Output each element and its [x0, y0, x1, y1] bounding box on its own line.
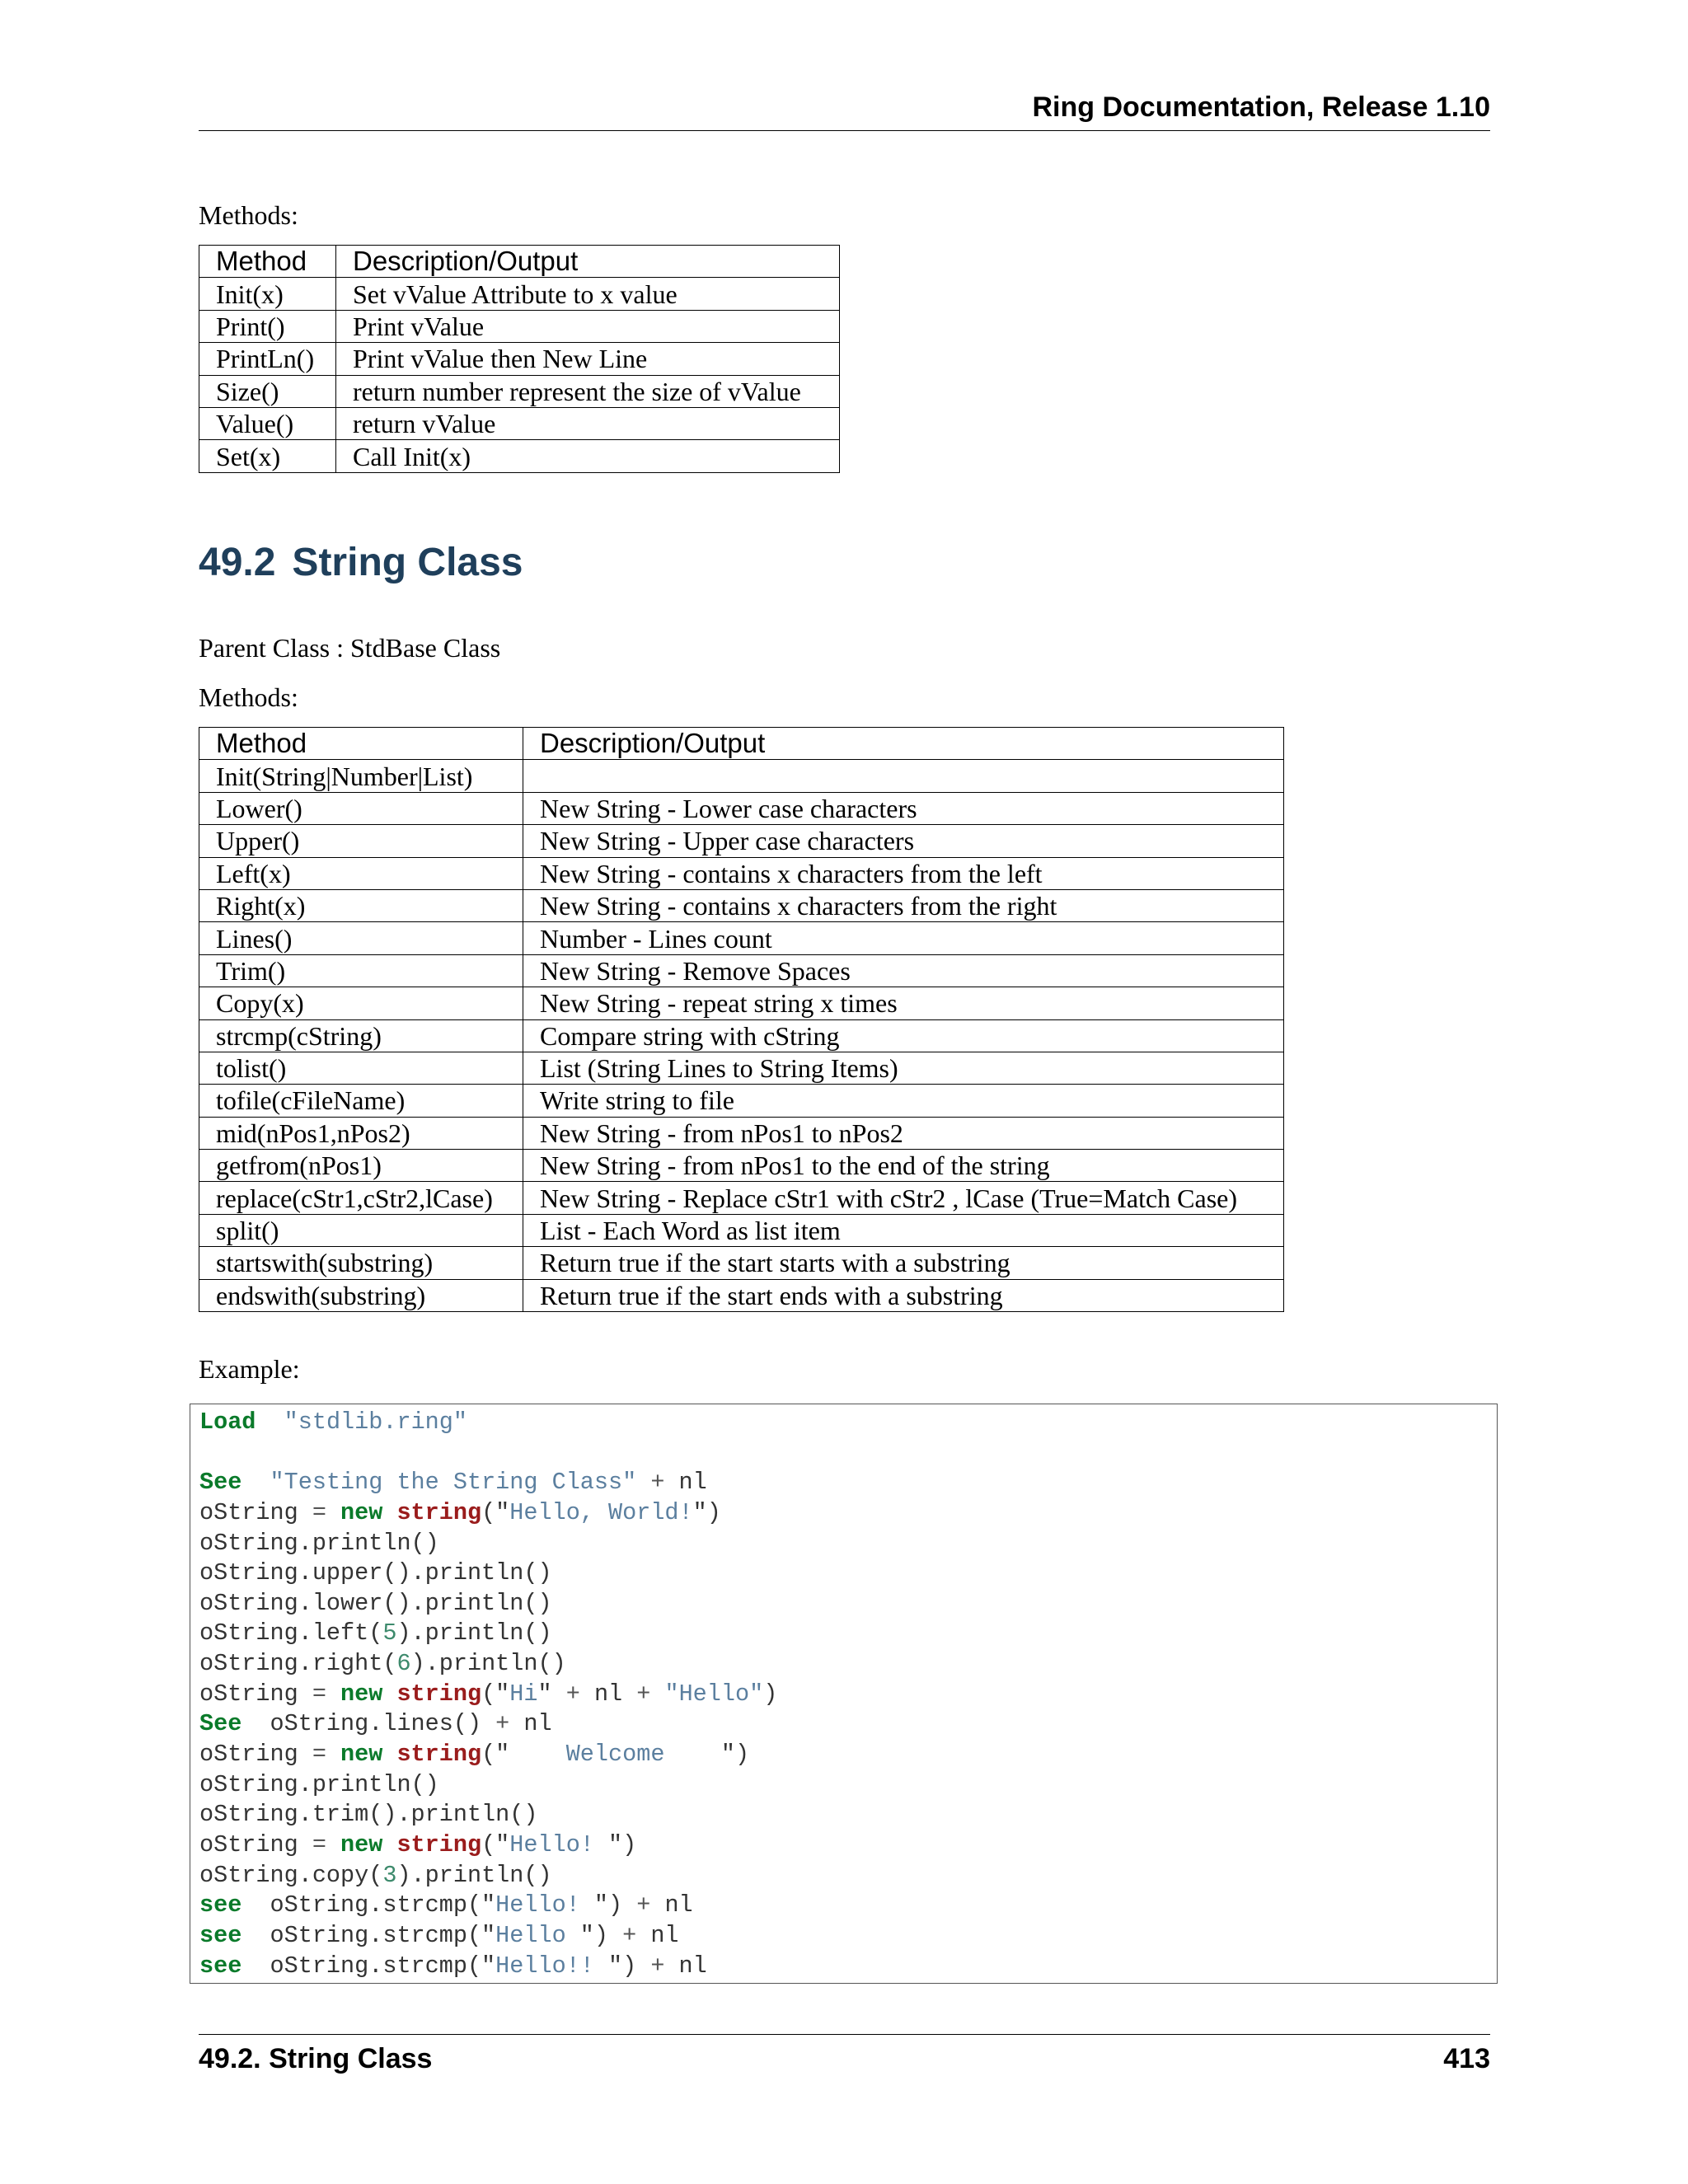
description-cell: Number - Lines count [523, 922, 1284, 954]
description-cell [523, 760, 1284, 792]
code-token: + [622, 1680, 665, 1708]
table-row [199, 1019, 1284, 1052]
code-token: Welcome [509, 1741, 721, 1769]
description-cell: Return true if the start starts with a substring [523, 1247, 1284, 1279]
table-row [199, 343, 840, 375]
code-token: ") [720, 1741, 750, 1769]
footer-section: 49.2. String Class [199, 2043, 433, 2074]
description-cell: Call Init(x) [336, 440, 840, 472]
code-token: ") [579, 1921, 609, 1949]
description-cell: Compare string with cString [523, 1019, 1284, 1052]
table-row [199, 1247, 1284, 1279]
code-token: + [608, 1921, 651, 1949]
code-token: oString.strcmp(" [241, 1952, 496, 1980]
method-cell: Trim() [199, 954, 523, 987]
code-token: string [396, 1830, 482, 1858]
method-cell: mid(nPos1,nPos2) [199, 1117, 523, 1149]
code-token: new [326, 1741, 397, 1769]
code-token: nl [678, 1952, 707, 1980]
code-token: oString [199, 1498, 312, 1526]
table-row [199, 987, 1284, 1019]
table-row [199, 922, 1284, 954]
code-token: oString.lower().println() [199, 1589, 552, 1617]
code-token: (" [481, 1680, 510, 1708]
method-cell: replace(cStr1,cStr2,lCase) [199, 1182, 523, 1214]
code-token: + [481, 1710, 524, 1738]
code-token: 6 [396, 1650, 411, 1678]
method-cell: Lines() [199, 922, 523, 954]
code-line [199, 1589, 1497, 1619]
table-row [199, 407, 840, 439]
method-cell: Upper() [199, 825, 523, 857]
code-line [199, 1740, 1497, 1770]
code-token: nl [593, 1680, 623, 1708]
code-token: oString.lines() [241, 1710, 482, 1738]
description-cell: New String - contains x characters from the left [523, 857, 1284, 889]
code-line [199, 1921, 1497, 1952]
method-cell: strcmp(cString) [199, 1019, 523, 1052]
code-token: + [622, 1891, 665, 1919]
header-description: Description/Output [336, 246, 840, 278]
table-row [199, 1052, 1284, 1084]
method-cell: tolist() [199, 1052, 523, 1084]
table-row [199, 825, 1284, 857]
code-token: "stdlib.ring" [284, 1408, 467, 1436]
example-label: Example: [199, 1354, 300, 1384]
description-cell: Print vValue then New Line [336, 343, 840, 375]
code-token [256, 1408, 284, 1436]
code-token: ") [593, 1891, 623, 1919]
code-token: (" [481, 1498, 510, 1526]
method-cell: Init(x) [199, 278, 336, 310]
description-cell: return vValue [336, 407, 840, 439]
table-row [199, 375, 840, 407]
code-token: + [551, 1680, 594, 1708]
description-cell: return number represent the size of vValue [336, 375, 840, 407]
code-token: nl [523, 1710, 552, 1738]
code-token: 5 [382, 1619, 397, 1647]
table-row [199, 1182, 1284, 1214]
description-cell: Set vValue Attribute to x value [336, 278, 840, 310]
description-cell: Return true if the start ends with a substring [523, 1279, 1284, 1311]
code-token: 3 [382, 1861, 397, 1889]
code-token: see [199, 1952, 242, 1980]
code-line [199, 1861, 1497, 1891]
method-cell: startswith(substring) [199, 1247, 523, 1279]
method-cell: Set(x) [199, 440, 336, 472]
code-token [241, 1469, 270, 1496]
table-row [199, 792, 1284, 824]
description-cell: Print vValue [336, 310, 840, 342]
code-token: Hello!! [495, 1952, 608, 1980]
method-cell: Value() [199, 407, 336, 439]
code-line [199, 1558, 1497, 1589]
code-token: new [326, 1680, 397, 1708]
code-token: string [396, 1741, 482, 1769]
code-line [199, 1498, 1497, 1529]
code-line [199, 1891, 1497, 1921]
method-cell: Print() [199, 310, 336, 342]
code-line [199, 1830, 1497, 1861]
method-cell: endswith(substring) [199, 1279, 523, 1311]
code-line [199, 1952, 1497, 1982]
code-token: string [396, 1498, 482, 1526]
code-token: Hi [509, 1680, 538, 1708]
parent-class-text: Parent Class : StdBase Class [199, 633, 501, 663]
code-example-block [190, 1404, 1498, 1984]
table-row [199, 1150, 1284, 1182]
description-cell: Write string to file [523, 1085, 1284, 1117]
description-cell: New String - Remove Spaces [523, 954, 1284, 987]
code-token: = [312, 1680, 326, 1708]
code-token: Hello, World! [509, 1498, 693, 1526]
code-token: = [312, 1830, 326, 1858]
code-token: oString.right( [199, 1650, 397, 1678]
code-token: oString.println() [199, 1529, 439, 1557]
code-token: ") [692, 1498, 721, 1526]
method-cell: Right(x) [199, 889, 523, 921]
table-row [199, 278, 840, 310]
description-cell: New String - from nPos1 to the end of the string [523, 1150, 1284, 1182]
code-token: oString.trim().println() [199, 1801, 538, 1829]
page-number: 413 [1443, 2043, 1490, 2074]
code-token: oString.left( [199, 1619, 383, 1647]
description-cell: New String - contains x characters from the right [523, 889, 1284, 921]
code-line [199, 1680, 1497, 1710]
code-token: new [326, 1830, 397, 1858]
section-title: String Class [292, 541, 523, 584]
table-header-row [199, 728, 1284, 760]
header-method: Method [199, 246, 336, 278]
method-cell: tofile(cFileName) [199, 1085, 523, 1117]
code-token: Hello [495, 1921, 580, 1949]
code-token: nl [650, 1921, 679, 1949]
code-line [199, 1770, 1497, 1801]
code-token: "Hello" [664, 1680, 764, 1708]
code-token: string [396, 1680, 482, 1708]
code-token: oString.copy( [199, 1861, 383, 1889]
methods-label-1: Methods: [199, 200, 298, 230]
method-cell: split() [199, 1214, 523, 1246]
code-line [199, 1619, 1497, 1649]
code-token: oString.upper().println() [199, 1559, 552, 1587]
table-row [199, 857, 1284, 889]
method-cell: Size() [199, 375, 336, 407]
code-token: (" [481, 1741, 510, 1769]
code-token: nl [664, 1891, 693, 1919]
description-cell: List (String Lines to String Items) [523, 1052, 1284, 1084]
table-row [199, 889, 1284, 921]
code-line [199, 1468, 1497, 1498]
code-token: "Testing the String Class" [270, 1469, 637, 1497]
code-token: oString.println() [199, 1770, 439, 1798]
table-row [199, 1085, 1284, 1117]
code-token: see [199, 1921, 242, 1949]
code-token: ).println() [396, 1619, 552, 1647]
code-token: See [199, 1710, 242, 1738]
code-token: see [199, 1891, 242, 1919]
method-cell: Left(x) [199, 857, 523, 889]
string-methods-table [199, 727, 1284, 1312]
code-token: oString.strcmp(" [241, 1921, 496, 1949]
header-description: Description/Output [523, 728, 1284, 760]
section-number: 49.2 [199, 541, 276, 584]
code-line [199, 1800, 1497, 1830]
code-line [199, 1529, 1497, 1559]
code-line [199, 1408, 1497, 1438]
header-rule [199, 130, 1490, 131]
description-cell: New String - Replace cStr1 with cStr2 , lCase (True=Match Case) [523, 1182, 1284, 1214]
section-heading [199, 540, 523, 585]
code-line [199, 1438, 1497, 1469]
description-cell: New String - from nPos1 to nPos2 [523, 1117, 1284, 1149]
code-token: = [312, 1741, 326, 1769]
code-token: oString [199, 1680, 312, 1708]
table-row [199, 954, 1284, 987]
code-token: nl [678, 1469, 707, 1497]
code-token: + [636, 1952, 679, 1980]
code-token: Load [199, 1408, 256, 1436]
header-method: Method [199, 728, 523, 760]
method-cell: Init(String|Number|List) [199, 760, 523, 792]
method-cell: PrintLn() [199, 343, 336, 375]
code-line [199, 1709, 1497, 1740]
stdbase-methods-table [199, 245, 840, 473]
code-token: ") [608, 1830, 637, 1858]
code-token: ") [608, 1952, 637, 1980]
code-token: Hello! [509, 1830, 609, 1858]
table-row [199, 1117, 1284, 1149]
table-row [199, 760, 1284, 792]
method-cell: getfrom(nPos1) [199, 1150, 523, 1182]
method-cell: Lower() [199, 792, 523, 824]
code-token: = [312, 1498, 326, 1526]
code-token: oString.strcmp(" [241, 1891, 496, 1919]
table-row [199, 1279, 1284, 1311]
code-token: new [326, 1498, 397, 1526]
code-token: Hello! [495, 1891, 594, 1919]
description-cell: New String - Lower case characters [523, 792, 1284, 824]
method-cell: Copy(x) [199, 987, 523, 1019]
code-line [199, 1649, 1497, 1680]
table-row [199, 440, 840, 472]
table-header-row [199, 246, 840, 278]
code-token: (" [481, 1830, 510, 1858]
description-cell: New String - Upper case characters [523, 825, 1284, 857]
running-header: Ring Documentation, Release 1.10 [1032, 91, 1490, 123]
code-token: + [636, 1469, 679, 1497]
code-token: See [199, 1469, 242, 1497]
code-token: oString [199, 1830, 312, 1858]
methods-label-2: Methods: [199, 682, 298, 712]
code-token: ) [763, 1680, 778, 1708]
description-cell: New String - repeat string x times [523, 987, 1284, 1019]
running-footer [199, 2043, 1490, 2075]
code-token: ).println() [396, 1861, 552, 1889]
code-token: " [537, 1680, 552, 1708]
code-token: oString [199, 1741, 312, 1769]
footer-rule [199, 2034, 1490, 2035]
code-token: ).println() [410, 1650, 566, 1678]
table-row [199, 310, 840, 342]
table-row [199, 1214, 1284, 1246]
description-cell: List - Each Word as list item [523, 1214, 1284, 1246]
